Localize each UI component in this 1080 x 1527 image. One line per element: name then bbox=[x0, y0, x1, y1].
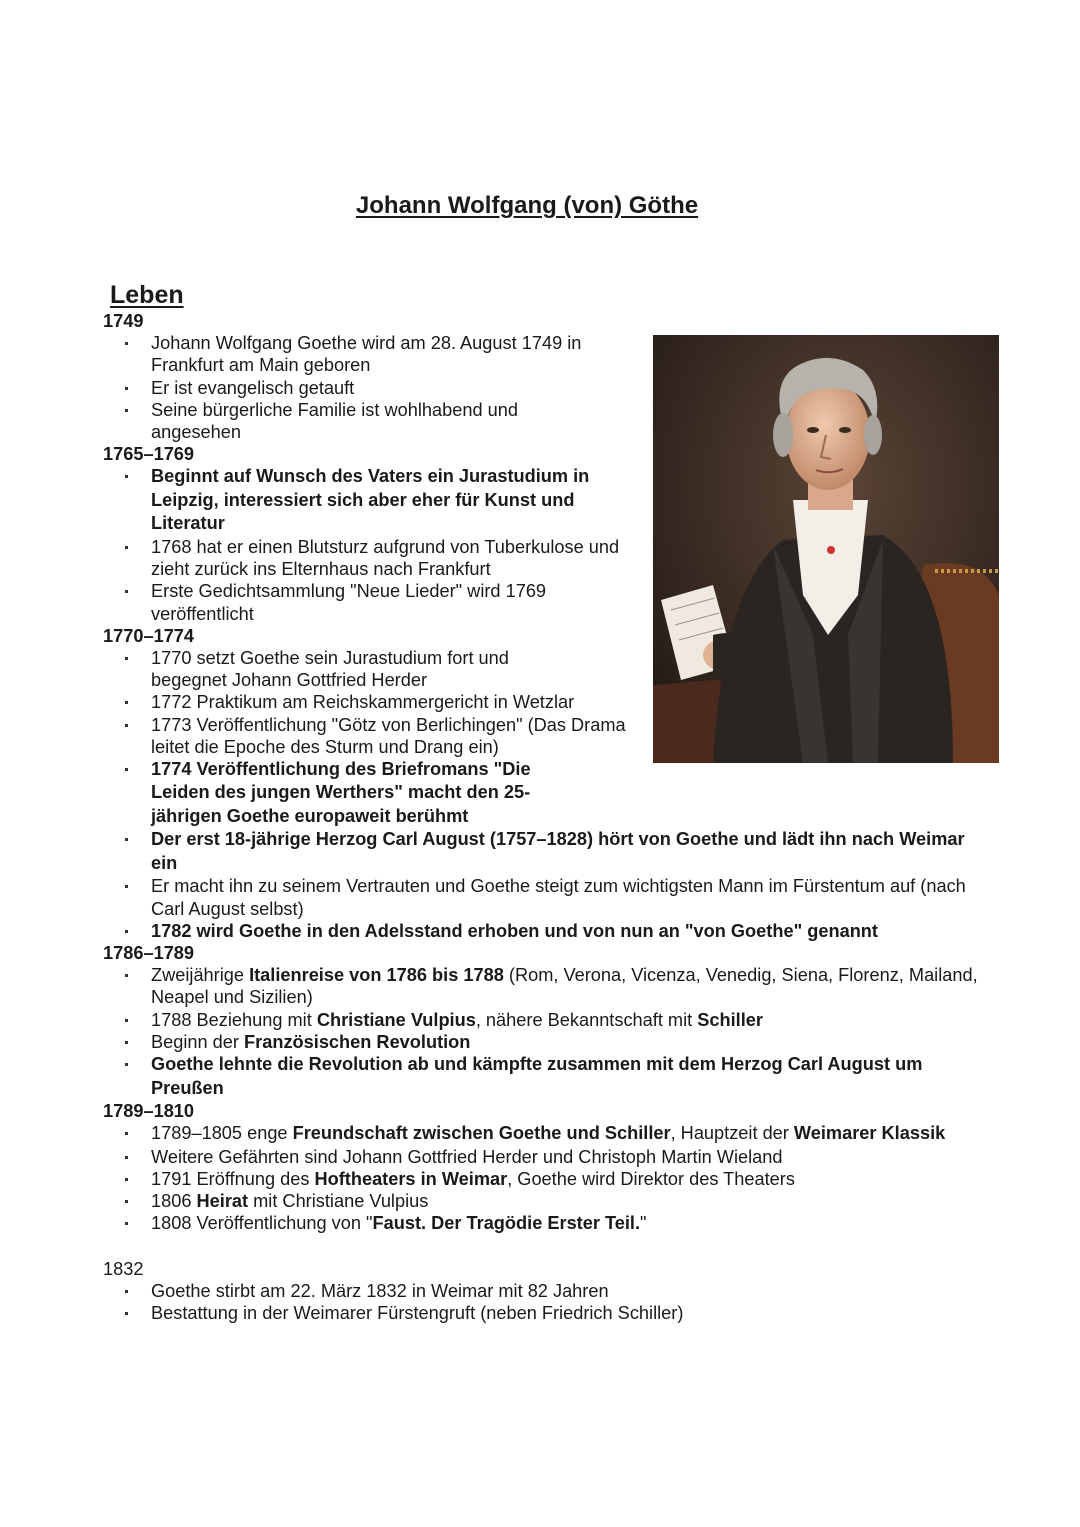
list-item: Beginnt auf Wunsch des Vaters ein Jurastudium in Leipzig, interessiert sich aber eher für Kunst und Literatur bbox=[103, 465, 643, 536]
year-heading: 1765–1769 bbox=[103, 444, 195, 465]
event-list bbox=[103, 964, 983, 1100]
text: (Rom, Verona, Vicenza, Venedig, Siena, Florenz, Mailand, Neapel und Sizilien) bbox=[151, 965, 978, 1008]
event-list bbox=[103, 465, 643, 624]
text: , Hauptzeit der bbox=[670, 1123, 794, 1144]
text: , nähere Bekanntschaft mit bbox=[475, 1009, 698, 1030]
list-item: Bestattung in der Weimarer Fürstengruft (neben Friedrich Schiller) bbox=[103, 1302, 983, 1324]
list-item: 1773 Veröffentlichung "Götz von Berlichingen" (Das Drama leitet die Epoche des Sturm und Drang ein) bbox=[103, 714, 643, 758]
year-heading: 1789–1810 bbox=[103, 1101, 195, 1122]
list-item: Weitere Gefährten sind Johann Gottfried Herder und Christoph Martin Wieland bbox=[103, 1146, 983, 1168]
list-item: Erste Gedichtsammlung "Neue Lieder" wird 1769 veröffentlicht bbox=[103, 580, 643, 624]
event-list bbox=[103, 1122, 983, 1234]
text-bold: Italienreise von 1786 bis 1788 bbox=[249, 965, 504, 986]
list-item bbox=[103, 1190, 983, 1212]
text-bold: Freundschaft zwischen Goethe und Schiller bbox=[292, 1123, 671, 1144]
year-heading: 1832 bbox=[103, 1258, 144, 1279]
life-timeline bbox=[103, 310, 983, 1324]
event-list bbox=[103, 332, 643, 443]
list-item: Goethe lehnte die Revolution ab und kämpfte zusammen mit dem Herzog Carl August um Preußen bbox=[103, 1053, 983, 1100]
text-bold: Hoftheaters in Weimar bbox=[314, 1168, 508, 1189]
list-item bbox=[103, 964, 983, 1008]
list-item bbox=[103, 1212, 983, 1234]
text: 1791 Eröffnung des bbox=[151, 1168, 315, 1189]
page-title: Johann Wolfgang (von) Göthe bbox=[355, 192, 699, 219]
list-item: 1774 Veröffentlichung des Briefromans "Die Leiden des jungen Werthers" macht den 25-jährigen Goethe europaweit berühmt bbox=[103, 758, 593, 829]
text-bold: Schiller bbox=[697, 1009, 763, 1030]
event-list bbox=[103, 647, 983, 942]
text: , Goethe wird Direktor des Theaters bbox=[507, 1168, 795, 1189]
list-item bbox=[103, 1031, 983, 1053]
year-heading: 1770–1774 bbox=[103, 625, 195, 646]
text: mit Christiane Vulpius bbox=[248, 1191, 429, 1212]
text: Beginn der bbox=[151, 1031, 245, 1052]
list-item bbox=[103, 1122, 983, 1146]
section-heading-leben: Leben bbox=[110, 281, 184, 309]
event-list bbox=[103, 1280, 983, 1324]
list-item: 1772 Praktikum am Reichskammergericht in Wetzlar bbox=[103, 691, 643, 713]
text-bold: Heirat bbox=[196, 1191, 249, 1212]
year-heading: 1749 bbox=[103, 311, 144, 331]
text: 1789–1805 enge bbox=[151, 1123, 293, 1144]
text: " bbox=[640, 1213, 647, 1234]
text-bold: Christiane Vulpius bbox=[316, 1009, 476, 1030]
text: Zweijährige bbox=[151, 965, 250, 986]
list-item: Er macht ihn zu seinem Vertrauten und Goethe steigt zum wichtigsten Mann im Fürstentum auf (nach Carl August selbst) bbox=[103, 875, 983, 919]
list-item: 1782 wird Goethe in den Adelsstand erhoben und von nun an "von Goethe" genannt bbox=[103, 920, 983, 942]
year-heading: 1786–1789 bbox=[103, 943, 195, 964]
text: 1806 bbox=[151, 1191, 197, 1212]
text-bold: Französischen Revolution bbox=[244, 1031, 471, 1052]
list-item: Seine bürgerliche Familie ist wohlhabend und angesehen bbox=[103, 399, 643, 443]
list-item: Goethe stirbt am 22. März 1832 in Weimar mit 82 Jahren bbox=[103, 1280, 983, 1302]
list-item bbox=[103, 1168, 983, 1190]
list-item: 1770 setzt Goethe sein Jurastudium fort und begegnet Johann Gottfried Herder bbox=[103, 647, 573, 691]
list-item bbox=[103, 1009, 983, 1031]
list-item: Johann Wolfgang Goethe wird am 28. August 1749 in Frankfurt am Main geboren bbox=[103, 332, 643, 376]
list-item: Er ist evangelisch getauft bbox=[103, 377, 643, 399]
text-bold: Weimarer Klassik bbox=[793, 1123, 946, 1144]
text-bold: Faust. Der Tragödie Erster Teil. bbox=[372, 1213, 641, 1234]
text: 1808 Veröffentlichung von " bbox=[151, 1213, 373, 1234]
text: 1788 Beziehung mit bbox=[151, 1009, 317, 1030]
list-item: Der erst 18-jährige Herzog Carl August (1757–1828) hört von Goethe und lädt ihn nach Weimar ein bbox=[103, 828, 983, 875]
list-item: 1768 hat er einen Blutsturz aufgrund von Tuberkulose und zieht zurück ins Elternhaus nach Frankfurt bbox=[103, 536, 643, 580]
